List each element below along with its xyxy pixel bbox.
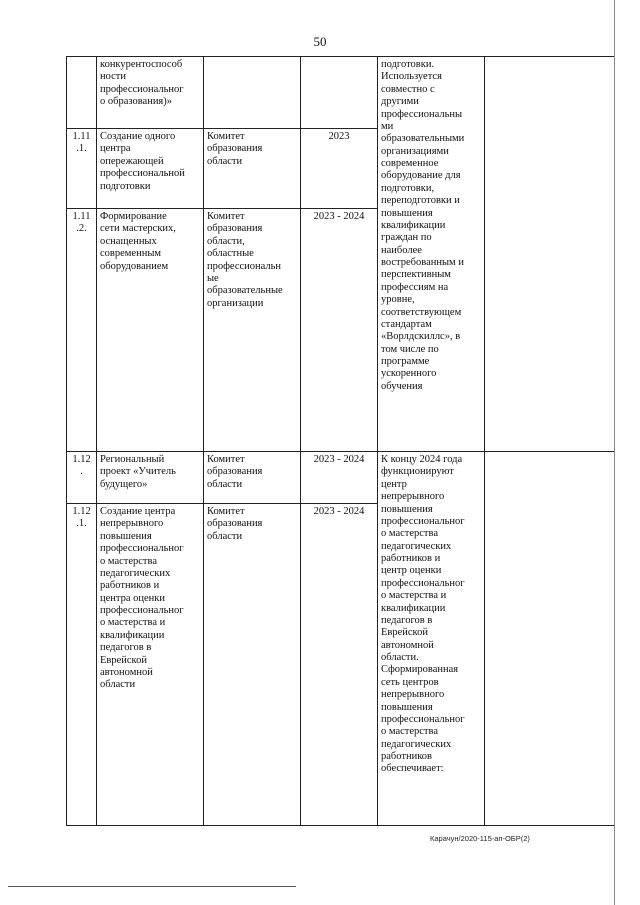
empty-cell	[485, 57, 615, 452]
result-cell: К концу 2024 года функционируют центр непрерывного повышения профессиональног о мастерства педагогических работников и центр оценки профессиональног о мастерства и квалификации педагогов в Еврейской автономной области. Сформированная сеть центров непрерывного повышения профессиональног о мастерства педагогических работников обеспечивает:	[378, 452, 485, 826]
period-cell: 2023 - 2024	[301, 504, 378, 826]
period-cell	[301, 57, 378, 129]
period-cell: 2023 - 2024	[301, 209, 378, 452]
period-cell: 2023	[301, 129, 378, 209]
result-cell: подготовки. Используется совместно с другими профессиональны ми образовательными организациями современное оборудование для подготовки, переподготовки и повышения квалификации граждан по наиболее востребованным и перспективным профессиям на уровне, соответствующем стандартам «Ворлдскиллс», в том числе по программе ускоренного обучения	[378, 57, 485, 452]
document-table	[66, 56, 615, 826]
bottom-divider	[8, 886, 296, 887]
empty-cell	[485, 452, 615, 826]
row-number-cell: 1.12 .1.	[67, 504, 97, 826]
scan-edge-line	[614, 0, 615, 905]
row-number-cell: 1.11 .1.	[67, 129, 97, 209]
responsible-cell	[204, 57, 301, 129]
row-number-cell: 1.11 .2.	[67, 209, 97, 452]
responsible-cell: Комитет образования области	[204, 129, 301, 209]
responsible-cell: Комитет образования области	[204, 452, 301, 504]
event-cell: конкурентоспособ ности профессиональног о образования)»	[97, 57, 204, 129]
responsible-cell: Комитет образования области	[204, 504, 301, 826]
event-cell: Региональный проект «Учитель будущего»	[97, 452, 204, 504]
event-cell: Формирование сети мастерских, оснащенных современным оборудованием	[97, 209, 204, 452]
event-cell: Создание центра непрерывного повышения профессиональног о мастерства педагогических работников и центра оценки профессиональног о мастерства и квалификации педагогов в Еврейской автономной области	[97, 504, 204, 826]
responsible-cell: Комитет образования области, областные профессиональн ые образовательные организации	[204, 209, 301, 452]
period-cell: 2023 - 2024	[301, 452, 378, 504]
table-row	[67, 452, 615, 504]
row-number-cell: 1.12 .	[67, 452, 97, 504]
page-number: 50	[313, 34, 327, 49]
table-row	[67, 57, 615, 129]
document-reference: Карачун/2020-115-ап-ОБР(2)	[430, 834, 530, 843]
event-cell: Создание одного центра опережающей профессиональной подготовки	[97, 129, 204, 209]
row-number-cell	[67, 57, 97, 129]
